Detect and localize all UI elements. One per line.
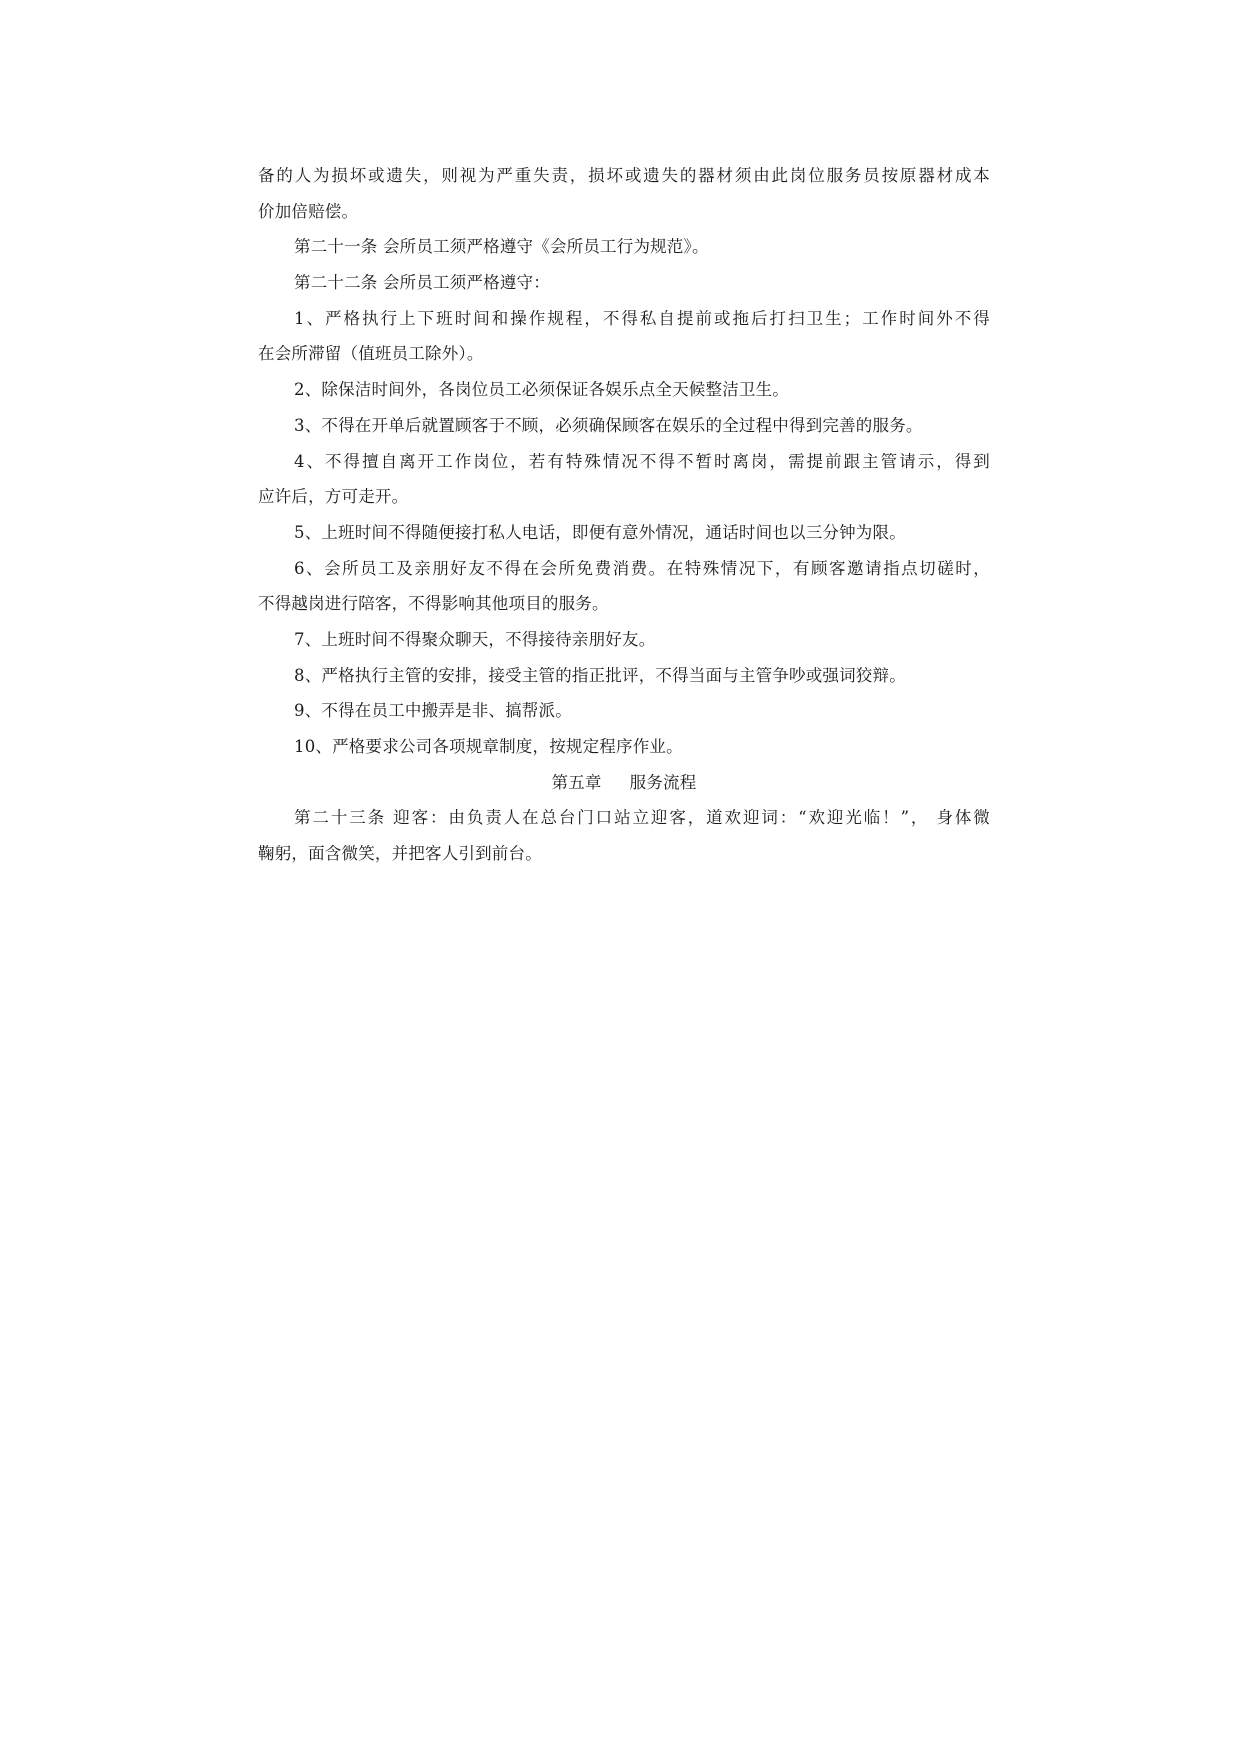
article-21: 第二十一条 会所员工须严格遵守《会所员工行为规范》。 [294, 237, 709, 257]
rule-4-line-2: 应许后，方可走开。 [258, 487, 409, 507]
rule-1-line-2: 在会所滞留（值班员工除外）。 [258, 344, 484, 364]
article-22: 第二十二条 会所员工须严格遵守： [294, 273, 550, 293]
text-line-1: 备的人为损坏或遗失，则视为严重失责，损坏或遗失的器材须由此岗位服务员按原器材成本 [258, 166, 990, 185]
chapter-number: 第五章 [551, 772, 602, 792]
rule-10: 10、严格要求公司各项规章制度，按规定程序作业。 [294, 737, 683, 756]
rule-3: 3、不得在开单后就置顾客于不顾，必须确保顾客在娱乐的全过程中得到完善的服务。 [294, 415, 923, 435]
rule-6-line-2: 不得越岗进行陪客，不得影响其他项目的服务。 [258, 594, 609, 614]
rule-5: 5、上班时间不得随便接打私人电话，即便有意外情况，通话时间也以三分钟为限。 [294, 522, 906, 542]
rule-9: 9、不得在员工中搬弄是非、搞帮派。 [294, 701, 572, 721]
rule-7: 7、上班时间不得聚众聊天，不得接待亲朋好友。 [294, 629, 656, 649]
chapter-heading [258, 765, 990, 801]
rule-1-line-1: 1、严格执行上下班时间和操作规程，不得私自提前或拖后打扫卫生；工作时间外不得 [294, 308, 990, 328]
text-line-2: 价加倍赔偿。 [258, 201, 359, 221]
rule-8: 8、严格执行主管的安排，接受主管的指正批评，不得当面与主管争吵或强词狡辩。 [294, 665, 906, 685]
article-23-line-1: 第二十三条 迎客：由负责人在总台门口站立迎客，道欢迎词：“欢迎光临！”， 身体微 [294, 808, 990, 828]
document-body [258, 158, 990, 872]
rule-4-line-1: 4、不得擅自离开工作岗位，若有特殊情况不得不暂时离岗，需提前跟主管请示，得到 [294, 451, 990, 471]
article-23-line-2: 鞠躬，面含微笑，并把客人引到前台。 [258, 844, 542, 864]
chapter-title: 服务流程 [629, 772, 697, 792]
rule-6-line-1: 6、会所员工及亲朋好友不得在会所免费消费。在特殊情况下，有顾客邀请指点切磋时， [294, 558, 990, 578]
rule-2: 2、除保洁时间外，各岗位员工必须保证各娱乐点全天候整洁卫生。 [294, 380, 789, 400]
